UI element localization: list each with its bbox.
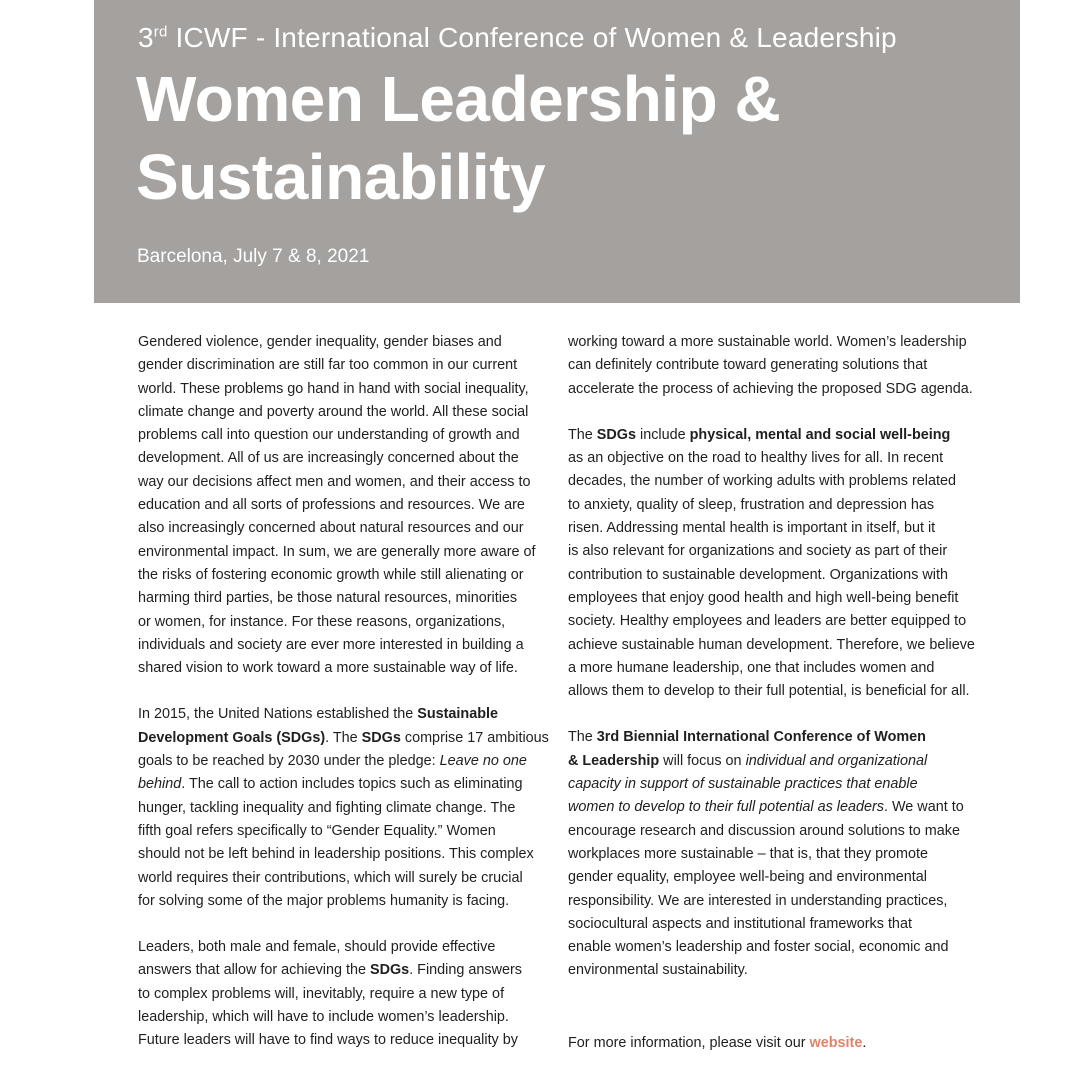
text-run: . We want to [883, 799, 964, 816]
text-line: risen. Addressing mental health is important in itself, but it [568, 520, 936, 537]
text-line: encourage research and discussion around solutions to make [568, 822, 960, 839]
text-line: Future leaders will have to find ways to reduce inequality by [138, 1032, 518, 1049]
text-line: responsibility. We are interested in understanding practices, [568, 892, 948, 909]
text-line: also increasingly concerned about natural resources and our [138, 520, 524, 537]
text-line: harming third parties, be those natural resources, minorities [138, 590, 518, 607]
text-line [568, 750, 980, 773]
wellbeing-paragraph [568, 424, 980, 704]
text-line [568, 773, 980, 796]
text-line: climate change and poverty around the world. All these social [138, 403, 529, 420]
conference-name [138, 22, 897, 54]
text-line [568, 796, 980, 819]
text-line [568, 424, 980, 447]
text-line: world. These problems go hand in hand with social inequality, [138, 380, 529, 397]
italic-text: individual and organizational [745, 752, 928, 769]
text-run: include [636, 426, 690, 443]
text-line [138, 727, 550, 750]
text-line: to anxiety, quality of sleep, frustration and depression has [568, 496, 935, 513]
bold-text: Sustainable [417, 706, 498, 723]
more-info-text: For more information, please visit our [568, 1035, 810, 1051]
conference-name-text: ICWF - International Conference of Women & Leadership [167, 22, 897, 53]
italic-text: behind [138, 776, 182, 793]
text-line: decades, the number of working adults with problems related [568, 473, 956, 490]
text-run: The [568, 426, 597, 443]
bold-text: SDGs [369, 962, 410, 979]
intro-paragraph [138, 331, 550, 680]
text-line: a more humane leadership, one that includes women and [568, 659, 935, 676]
text-line: way our decisions affect men and women, and their access to [138, 473, 531, 490]
conference-ordinal: 3 [138, 22, 154, 53]
text-line: environmental impact. In sum, we are generally more aware of [138, 543, 536, 560]
right-column [568, 331, 980, 1006]
text-line: problems call into question our understanding of growth and [138, 427, 520, 444]
text-line: leadership, which will have to include women’s leadership. [138, 1009, 509, 1026]
text-line: education and all sorts of professions and resources. We are [138, 497, 525, 514]
text-line: employees that enjoy good health and high well-being benefit [568, 589, 959, 606]
event-date-location: Barcelona, July 7 & 8, 2021 [137, 246, 370, 267]
italic-text: Leave no one [439, 753, 527, 770]
text-run: goals to be reached by 2030 under the pledge: [138, 753, 440, 770]
text-line [138, 703, 550, 726]
bold-text: SDGs [361, 729, 401, 746]
text-line: allows them to develop to their full potential, is beneficial for all. [568, 683, 970, 700]
text-line: should not be left behind in leadership positions. This complex [138, 846, 534, 863]
bold-text: SDGs [596, 426, 636, 443]
italic-text: women to develop to their full potential as leaders [568, 799, 884, 816]
text-line: contribution to sustainable development. Organizations with [568, 566, 948, 583]
text-line: enable women’s leadership and foster social, economic and [568, 939, 949, 956]
bold-text: Development Goals (SDGs) [138, 729, 326, 746]
more-info-period: . [862, 1035, 867, 1051]
bold-text: 3rd Biennial International Conference of Women [596, 729, 926, 746]
text-line [138, 959, 550, 982]
text-line [138, 773, 550, 796]
text-line: or women, for instance. For these reasons, organizations, [138, 613, 506, 630]
text-line: for solving some of the major problems humanity is facing. [138, 892, 510, 909]
bold-text: & Leadership [568, 752, 660, 769]
text-line: to complex problems will, inevitably, require a new type of [138, 985, 505, 1002]
text-line: gender equality, employee well-being and environmental [568, 869, 927, 886]
header-banner [94, 0, 1020, 303]
text-run: . Finding answers [409, 962, 522, 979]
text-line [138, 750, 550, 773]
text-line: accelerate the process of achieving the proposed SDG agenda. [568, 380, 973, 397]
left-column [138, 331, 550, 1076]
more-info-line [568, 1032, 866, 1055]
text-line: can definitely contribute toward generating solutions that [568, 357, 928, 374]
text-line: is also relevant for organizations and society as part of their [568, 543, 948, 560]
text-run: comprise 17 ambitious [400, 729, 549, 746]
text-line: workplaces more sustainable – that is, that they promote [568, 845, 928, 862]
text-line: hunger, tackling inequality and fighting climate change. The [138, 799, 516, 816]
text-line: individuals and society are ever more interested in building a [138, 636, 524, 653]
text-line: gender discrimination are still far too common in our current [138, 357, 518, 374]
italic-text: capacity in support of sustainable practices that enable [568, 776, 918, 793]
text-line: Gendered violence, gender inequality, gender biases and [138, 334, 502, 350]
text-run: . The call to action includes topics such as eliminating [181, 776, 523, 793]
text-line: world requires their contributions, which will surely be crucial [138, 869, 523, 886]
text-run: . The [325, 729, 362, 746]
bold-text: physical, mental and social well-being [689, 426, 951, 443]
continuation-paragraph [568, 331, 980, 401]
text-line [568, 726, 980, 749]
leaders-paragraph [138, 936, 550, 1052]
text-line: environmental sustainability. [568, 962, 748, 979]
text-run: In 2015, the United Nations established the [138, 706, 418, 723]
page-title-line-2: Sustainability [136, 141, 546, 213]
page-title-line-1: Women Leadership & [136, 63, 781, 135]
text-line: shared vision to work toward a more sustainable way of life. [138, 660, 518, 677]
page-title [136, 60, 780, 216]
text-line: sociocultural aspects and institutional frameworks that [568, 915, 912, 932]
text-line: fifth goal refers specifically to “Gender Equality.” Women [138, 822, 496, 839]
sdg-paragraph [138, 703, 550, 913]
conference-focus-paragraph [568, 726, 980, 982]
text-run: will focus on [659, 752, 746, 769]
text-run: The [568, 729, 597, 746]
text-line: achieve sustainable human development. Therefore, we believe [568, 636, 975, 653]
text-line: the risks of fostering economic growth while still alienating or [138, 566, 524, 583]
text-line: working toward a more sustainable world. Women’s leadership [568, 334, 967, 350]
text-line: development. All of us are increasingly concerned about the [138, 450, 519, 467]
text-line: as an objective on the road to healthy lives for all. In recent [568, 450, 944, 467]
website-link[interactable]: website [809, 1035, 863, 1051]
conference-ordinal-suffix: rd [153, 23, 168, 41]
text-line: society. Healthy employees and leaders are better equipped to [568, 613, 967, 630]
text-line: Leaders, both male and female, should provide effective [138, 939, 496, 956]
text-run: answers that allow for achieving the [138, 962, 370, 979]
